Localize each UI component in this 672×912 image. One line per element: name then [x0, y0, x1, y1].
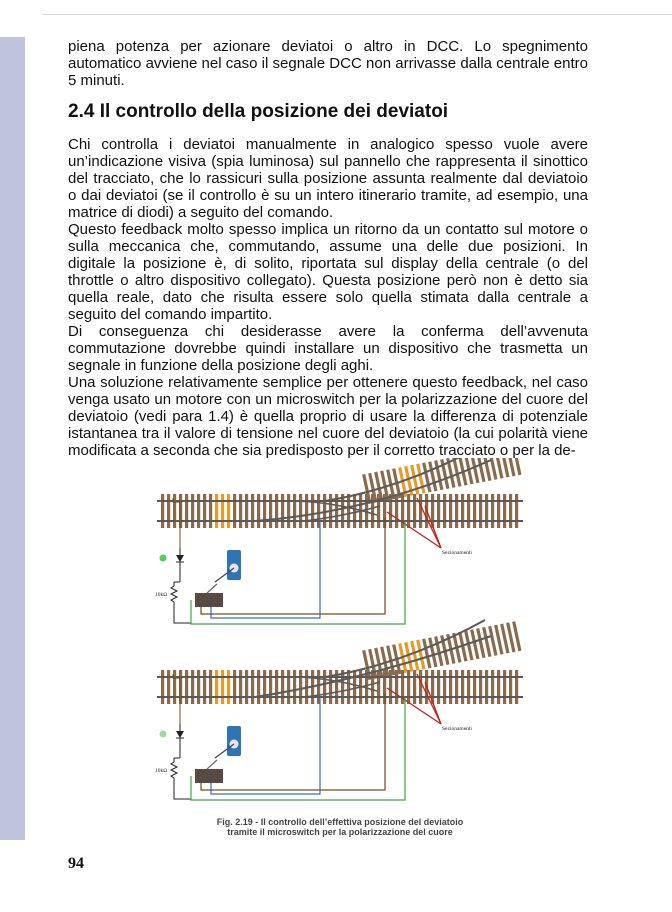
track-tie — [491, 670, 494, 704]
figure-caption — [160, 817, 520, 837]
track-tie — [239, 670, 242, 704]
track-tie — [245, 494, 248, 528]
resistor-label: 10kΩ — [155, 768, 168, 774]
resistor-symbol — [171, 582, 177, 608]
track-tie — [167, 670, 170, 704]
track-tie — [509, 670, 512, 704]
paragraph-2: Questo feedback molto spesso implica un ritorno da un contatto sul motore o sulla meccanica che, commutando, assume una delle due posizioni. In digitale la posizione è, di solito, riportata sul display della centrale (o del throttle o altro dispositivo collegato). Questa posizione però non è detto sia quella reale, dato che risulta essere solo quella stimata dalla centrale a seguito del comando impartito. — [68, 221, 588, 323]
track-tie — [197, 494, 200, 528]
track-tie — [203, 670, 206, 704]
track-tie — [413, 494, 416, 528]
track-tie — [299, 670, 302, 704]
track-tie — [269, 670, 272, 704]
track-tie — [161, 494, 164, 528]
sections-label: Sezionamenti — [442, 726, 472, 732]
top-rule — [42, 14, 672, 15]
track-tie — [419, 670, 422, 704]
track-tie — [437, 494, 440, 528]
caption-line-1: Fig. 2.19 - Il controllo dell’effettiva posizione del deviatoio — [216, 817, 464, 827]
page-side-tab — [0, 37, 25, 840]
microswitch — [195, 593, 223, 607]
track-tie — [503, 670, 506, 704]
track-tie — [455, 670, 458, 704]
track-tie — [179, 494, 182, 528]
track-tie — [347, 494, 350, 528]
track-tie — [323, 670, 326, 704]
track-tie — [263, 494, 266, 528]
track-tie — [161, 670, 164, 704]
track-tie — [275, 494, 278, 528]
track-tie — [239, 494, 242, 528]
resistor-label: 10kΩ — [155, 592, 168, 598]
track-tie — [305, 494, 308, 528]
track-tie — [287, 670, 290, 704]
track-tie — [389, 670, 392, 704]
track-tie — [275, 670, 278, 704]
track-tie — [197, 670, 200, 704]
track-tie — [413, 670, 416, 704]
track-tie — [251, 494, 254, 528]
body-text — [68, 38, 588, 459]
track-tie — [467, 494, 470, 528]
track-tie — [263, 670, 266, 704]
sections-label: Sezionamenti — [442, 550, 472, 556]
track-tie — [245, 670, 248, 704]
track-tie — [377, 670, 380, 704]
track-tie — [491, 494, 494, 528]
track-tie — [437, 670, 440, 704]
turnout-diagram-top — [155, 458, 523, 624]
track-tie — [227, 670, 230, 704]
caption-line-2: tramite il microswitch per la polarizzazione del cuore — [227, 827, 453, 837]
track-tie — [515, 670, 518, 704]
track-tie — [395, 494, 398, 528]
turnout-diagram-bottom — [155, 620, 523, 800]
wire-resistor — [174, 606, 191, 623]
track-tie — [209, 670, 212, 704]
track-tie — [479, 670, 482, 704]
track-tie — [293, 494, 296, 528]
track-tie — [467, 670, 470, 704]
page-number: 94 — [68, 855, 84, 872]
track-tie — [341, 494, 344, 528]
track-tie — [287, 494, 290, 528]
track-tie — [395, 670, 398, 704]
track-tie — [353, 494, 356, 528]
track-tie — [497, 494, 500, 528]
resistor-symbol — [171, 758, 177, 784]
led-indicator — [160, 555, 167, 562]
track-tie — [281, 494, 284, 528]
microswitch — [195, 769, 223, 783]
track-tie — [353, 670, 356, 704]
track-tie — [191, 494, 194, 528]
track-tie — [221, 494, 224, 528]
paragraph-4: Una soluzione relativamente semplice per ottenere questo feedback, nel caso venga usato un motore con un microswitch per la polarizzazione del cuore del deviatoio (vedi para 1.4) è quella proprio di usare la differenza di potenziale istantanea tra il valore di tensione nel cuore del deviatoio (la cui polarità viene modificata a seconda che sia predisposto per il corretto tracciato o per la de- — [68, 374, 588, 459]
track-tie — [341, 670, 344, 704]
track-tie — [185, 670, 188, 704]
track-tie — [281, 670, 284, 704]
track-tie — [485, 670, 488, 704]
track-tie — [257, 670, 260, 704]
microswitch-lever — [207, 760, 217, 769]
wire-rail-green — [191, 522, 405, 624]
track-tie — [455, 494, 458, 528]
track-tie — [449, 670, 452, 704]
intro-paragraph: piena potenza per azionare deviatoi o altro in DCC. Lo spegnimento automatico avviene nel caso il segnale DCC non arrivasse dalla centrale entro 5 minuti. — [68, 38, 588, 89]
paragraph-3: Di conseguenza chi desiderasse avere la conferma dell’avvenuta commutazione dovrebbe quindi installare un dispositivo che trasmetta un segnale in funzione della posizione degli aghi. — [68, 323, 588, 374]
track-tie — [419, 494, 422, 528]
track-tie — [389, 494, 392, 528]
track-tie — [299, 494, 302, 528]
track-tie — [461, 670, 464, 704]
diode-symbol — [176, 731, 184, 738]
track-tie — [233, 670, 236, 704]
turnout-diagram-svg — [155, 458, 525, 806]
track-tie — [449, 494, 452, 528]
track-tie — [191, 670, 194, 704]
track-tie — [473, 494, 476, 528]
track-tie — [215, 670, 218, 704]
track-tie — [479, 494, 482, 528]
diode-symbol — [176, 555, 184, 562]
section-heading: 2.4 Il controllo della posizione dei deviatoi — [68, 101, 449, 122]
track-tie — [179, 670, 182, 704]
track-tie — [473, 670, 476, 704]
track-tie — [185, 494, 188, 528]
track-tie — [461, 494, 464, 528]
track-tie — [221, 670, 224, 704]
track-tie — [485, 494, 488, 528]
track-tie — [497, 670, 500, 704]
track-tie — [233, 494, 236, 528]
track-tie — [503, 494, 506, 528]
microswitch-lever — [207, 584, 217, 593]
wire-rail-green — [191, 698, 405, 800]
turnout-diagram-figure — [155, 458, 525, 806]
track-tie — [269, 494, 272, 528]
track-tie — [251, 670, 254, 704]
track-tie — [227, 494, 230, 528]
track-tie — [443, 494, 446, 528]
track-tie — [515, 494, 518, 528]
track-tie — [407, 494, 410, 528]
track-tie — [257, 494, 260, 528]
track-tie — [347, 670, 350, 704]
track-tie — [203, 494, 206, 528]
led-indicator — [160, 731, 167, 738]
paragraph-1: Chi controlla i deviatoi manualmente in analogico spesso vuole avere un’indicazione visiva (spia luminosa) sul pannello che rappresenta il sinottico del tracciato, che lo rassicuri sulla posizione assunta realmente dal deviatoio o dai deviatoi (se il controllo è su un intero itinerario tramite, ad esempio, una matrice di diodi) a seguito del comando. — [68, 136, 588, 221]
wire-resistor — [174, 782, 191, 799]
track-tie — [311, 494, 314, 528]
track-tie — [167, 494, 170, 528]
track-tie — [407, 670, 410, 704]
track-tie — [443, 670, 446, 704]
track-tie — [293, 670, 296, 704]
track-tie — [209, 494, 212, 528]
track-tie — [215, 494, 218, 528]
track-tie — [509, 494, 512, 528]
